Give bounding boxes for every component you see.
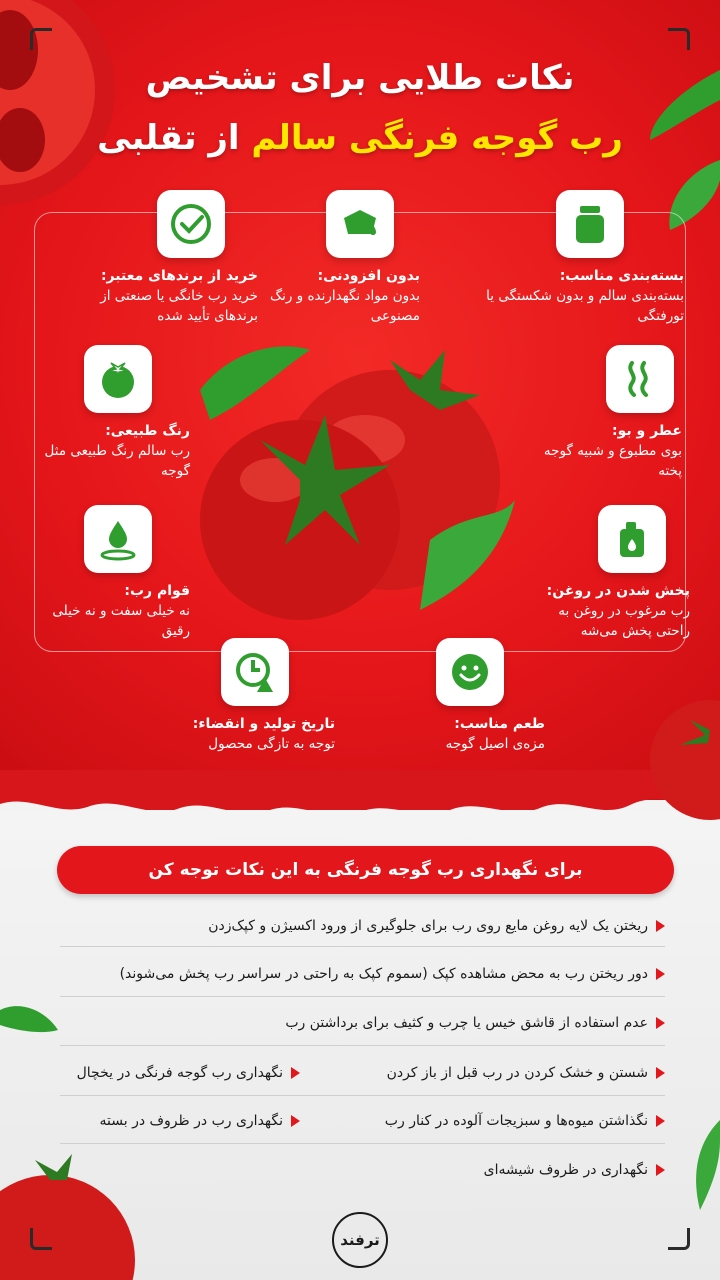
storage-item-text: دور ریختن رب به محض مشاهده کپک (سموم کپک به راحتی در سراسر رب پخش می‌شوند) xyxy=(119,966,648,982)
divider xyxy=(60,946,665,947)
divider xyxy=(60,1143,665,1144)
tip-text: بسته‌بندی سالم و بدون شکستگی یا تورفتگی xyxy=(486,288,684,324)
tip-trusted-brands xyxy=(60,190,260,326)
bullet-arrow-icon xyxy=(291,1115,300,1127)
brand-logo: ترفند xyxy=(332,1212,388,1268)
drop-icon xyxy=(84,505,152,573)
bullet-arrow-icon xyxy=(656,1017,665,1029)
storage-item xyxy=(208,918,665,934)
tip-aroma xyxy=(540,345,690,481)
tip-text: بدون مواد نگهدارنده و رنگ مصنوعی xyxy=(270,288,420,324)
tip-text: رب سالم رنگ طبیعی مثل گوجه xyxy=(44,443,190,479)
storage-item-text: ریختن یک لایه روغن مایع روی رب برای جلوگیری از ورود اکسیژن و کپک‌زدن xyxy=(208,918,648,934)
tip-no-additives xyxy=(260,190,460,326)
storage-item xyxy=(77,1065,300,1081)
tip-text: نه خیلی سفت و نه خیلی رقیق xyxy=(52,603,190,639)
storage-item-text: نگهداری در ظروف شیشه‌ای xyxy=(483,1162,648,1178)
page-title: نکات طلایی برای تشخیص xyxy=(145,58,575,98)
bullet-arrow-icon xyxy=(291,1067,300,1079)
tip-expiry-date xyxy=(175,638,335,754)
tip-packaging xyxy=(484,190,684,326)
storage-item xyxy=(100,1113,300,1129)
subtitle-highlight: رب گوجه فرنگی سالم xyxy=(251,118,623,158)
bullet-arrow-icon xyxy=(656,1115,665,1127)
tip-heading: خرید از برندهای معتبر: xyxy=(100,268,258,284)
frame-corner xyxy=(668,1228,690,1250)
tomato-bottom-left xyxy=(0,1150,140,1280)
tip-heading: طعم مناسب: xyxy=(454,716,545,732)
storage-item xyxy=(285,1015,665,1031)
tomato-icon xyxy=(84,345,152,413)
bullet-arrow-icon xyxy=(656,1067,665,1079)
bullet-arrow-icon xyxy=(656,1164,665,1176)
jar-icon xyxy=(556,190,624,258)
tip-heading: عطر و بو: xyxy=(612,423,682,439)
tip-oil-spread xyxy=(530,505,690,641)
divider xyxy=(60,1045,665,1046)
tip-text: بوی مطبوع و شبیه گوجه پخته xyxy=(543,443,682,479)
smile-icon xyxy=(436,638,504,706)
tip-consistency xyxy=(40,505,190,641)
frame-corner xyxy=(30,1228,52,1250)
storage-item xyxy=(387,1065,665,1081)
bullet-arrow-icon xyxy=(656,920,665,932)
tip-heading: تاریخ تولید و انقضاء: xyxy=(192,716,335,732)
subtitle-rest: از تقلبی xyxy=(97,118,240,158)
tip-natural-color xyxy=(40,345,190,481)
frame-corner xyxy=(30,28,52,50)
tomato-right-edge xyxy=(640,690,720,830)
bullet-arrow-icon xyxy=(656,968,665,980)
leaf-bottom-right xyxy=(690,1120,720,1210)
storage-item-text: عدم استفاده از قاشق خیس یا چرب و کثیف برای برداشتن رب xyxy=(285,1015,648,1031)
tip-text: رب مرغوب در روغن به راحتی پخش می‌شه xyxy=(558,603,690,639)
tip-taste xyxy=(395,638,545,754)
paint-bucket-icon xyxy=(326,190,394,258)
tip-text: مزه‌ی اصیل گوجه xyxy=(445,736,545,752)
tomatoes-image xyxy=(190,330,520,630)
tip-text: توجه به تازگی محصول xyxy=(208,736,335,752)
storage-item-text: شستن و خشک کردن در رب قبل از باز کردن xyxy=(386,1065,648,1081)
storage-item-text: نگهداری رب در ظروف در بسته xyxy=(99,1113,283,1129)
storage-item-text: نگذاشتن میوه‌ها و سبزیجات آلوده در کنار رب xyxy=(384,1113,648,1129)
tip-heading: بدون افزودنی: xyxy=(317,268,420,284)
leaf-bottom-left xyxy=(0,1000,60,1060)
tip-heading: قوام رب: xyxy=(124,583,190,599)
oil-can-icon xyxy=(598,505,666,573)
tip-heading: رنگ طبیعی: xyxy=(105,423,190,439)
storage-item xyxy=(385,1113,665,1129)
tip-text: خرید رب خانگی یا صنعتی از برندهای تأیید شده xyxy=(100,288,258,324)
storage-item-text: نگهداری رب گوجه فرنگی در یخچال xyxy=(76,1065,283,1081)
tip-heading: بسته‌بندی مناسب: xyxy=(559,268,684,284)
divider xyxy=(60,1095,665,1096)
aroma-icon xyxy=(606,345,674,413)
storage-section-title: برای نگهداری رب گوجه فرنگی به این نکات توجه کن xyxy=(57,846,674,894)
tomato-illustration xyxy=(190,330,520,630)
tip-heading: پخش شدن در روغن: xyxy=(546,583,690,599)
frame-corner xyxy=(668,28,690,50)
check-circle-icon xyxy=(157,190,225,258)
storage-item xyxy=(484,1162,665,1178)
divider xyxy=(60,996,665,997)
storage-item xyxy=(120,966,665,982)
expiry-clock-icon xyxy=(221,638,289,706)
page-subtitle xyxy=(0,118,720,158)
